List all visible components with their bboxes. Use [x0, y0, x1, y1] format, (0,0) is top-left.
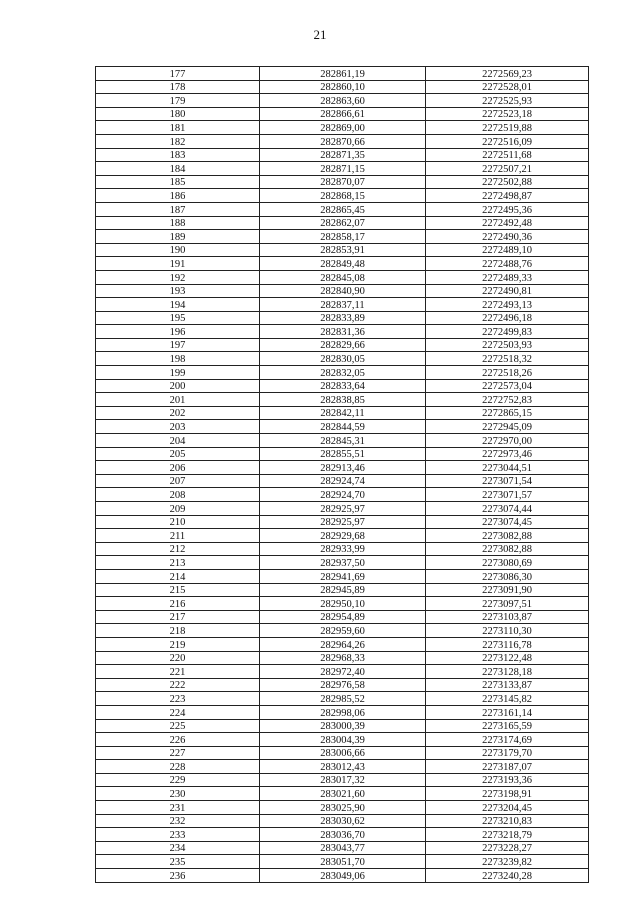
y-coordinate-cell: 2273228,27: [426, 841, 589, 855]
point-number-cell: 218: [96, 624, 260, 638]
table-row: [96, 610, 589, 624]
x-coordinate-cell: 282840,90: [260, 284, 426, 298]
x-coordinate-cell: 282842,11: [260, 406, 426, 420]
y-coordinate-cell: 2273074,45: [426, 515, 589, 529]
table-row: [96, 121, 589, 135]
y-coordinate-cell: 2273187,07: [426, 760, 589, 774]
point-number-cell: 181: [96, 121, 260, 135]
table-row: [96, 393, 589, 407]
x-coordinate-cell: 282845,31: [260, 434, 426, 448]
y-coordinate-cell: 2273074,44: [426, 502, 589, 516]
table-row: [96, 773, 589, 787]
point-number-cell: 195: [96, 311, 260, 325]
table-row: [96, 556, 589, 570]
table-row: [96, 216, 589, 230]
point-number-cell: 210: [96, 515, 260, 529]
point-number-cell: 204: [96, 434, 260, 448]
point-number-cell: 208: [96, 488, 260, 502]
x-coordinate-cell: 282985,52: [260, 692, 426, 706]
y-coordinate-cell: 2272496,18: [426, 311, 589, 325]
table-row: [96, 705, 589, 719]
table-row: [96, 651, 589, 665]
table-row: [96, 787, 589, 801]
table-row: [96, 352, 589, 366]
table-row: [96, 502, 589, 516]
x-coordinate-cell: 282976,58: [260, 678, 426, 692]
y-coordinate-cell: 2272525,93: [426, 94, 589, 108]
table-row: [96, 284, 589, 298]
coordinates-table: [95, 66, 589, 883]
table-row: [96, 597, 589, 611]
x-coordinate-cell: 282924,70: [260, 488, 426, 502]
y-coordinate-cell: 2272498,87: [426, 189, 589, 203]
y-coordinate-cell: 2272488,76: [426, 257, 589, 271]
y-coordinate-cell: 2273145,82: [426, 692, 589, 706]
y-coordinate-cell: 2273110,30: [426, 624, 589, 638]
table-row: [96, 515, 589, 529]
x-coordinate-cell: 282861,19: [260, 67, 426, 81]
x-coordinate-cell: 282924,74: [260, 474, 426, 488]
x-coordinate-cell: 282849,48: [260, 257, 426, 271]
point-number-cell: 225: [96, 719, 260, 733]
table-row: [96, 746, 589, 760]
point-number-cell: 184: [96, 162, 260, 176]
point-number-cell: 212: [96, 542, 260, 556]
x-coordinate-cell: 282831,36: [260, 325, 426, 339]
y-coordinate-cell: 2272973,46: [426, 447, 589, 461]
table-row: [96, 461, 589, 475]
y-coordinate-cell: 2273239,82: [426, 855, 589, 869]
table-row: [96, 801, 589, 815]
page-number: 21: [313, 27, 327, 42]
point-number-cell: 179: [96, 94, 260, 108]
table-row: [96, 719, 589, 733]
x-coordinate-cell: 282870,07: [260, 175, 426, 189]
point-number-cell: 178: [96, 80, 260, 94]
table-row: [96, 760, 589, 774]
x-coordinate-cell: 282937,50: [260, 556, 426, 570]
x-coordinate-cell: 282954,89: [260, 610, 426, 624]
table-row: [96, 67, 589, 81]
point-number-cell: 224: [96, 705, 260, 719]
x-coordinate-cell: 282871,15: [260, 162, 426, 176]
table-row: [96, 80, 589, 94]
x-coordinate-cell: 282998,06: [260, 705, 426, 719]
x-coordinate-cell: 283012,43: [260, 760, 426, 774]
x-coordinate-cell: 282870,66: [260, 134, 426, 148]
table-row: [96, 107, 589, 121]
y-coordinate-cell: 2272518,32: [426, 352, 589, 366]
table-row: [96, 665, 589, 679]
point-number-cell: 199: [96, 366, 260, 380]
point-number-cell: 229: [96, 773, 260, 787]
point-number-cell: 228: [96, 760, 260, 774]
y-coordinate-cell: 2272573,04: [426, 379, 589, 393]
y-coordinate-cell: 2273165,59: [426, 719, 589, 733]
point-number-cell: 231: [96, 801, 260, 815]
x-coordinate-cell: 283021,60: [260, 787, 426, 801]
y-coordinate-cell: 2273082,88: [426, 542, 589, 556]
x-coordinate-cell: 283025,90: [260, 801, 426, 815]
y-coordinate-cell: 2272492,48: [426, 216, 589, 230]
y-coordinate-cell: 2273091,90: [426, 583, 589, 597]
y-coordinate-cell: 2272489,33: [426, 270, 589, 284]
point-number-cell: 236: [96, 869, 260, 883]
point-number-cell: 182: [96, 134, 260, 148]
point-number-cell: 222: [96, 678, 260, 692]
x-coordinate-cell: 282838,85: [260, 393, 426, 407]
x-coordinate-cell: 282869,00: [260, 121, 426, 135]
table-row: [96, 311, 589, 325]
y-coordinate-cell: 2273161,14: [426, 705, 589, 719]
point-number-cell: 194: [96, 298, 260, 312]
table-row: [96, 474, 589, 488]
table-row: [96, 270, 589, 284]
y-coordinate-cell: 2273044,51: [426, 461, 589, 475]
table-row: [96, 828, 589, 842]
y-coordinate-cell: 2273179,70: [426, 746, 589, 760]
x-coordinate-cell: 282929,68: [260, 529, 426, 543]
x-coordinate-cell: 282913,46: [260, 461, 426, 475]
x-coordinate-cell: 282829,66: [260, 338, 426, 352]
point-number-cell: 197: [96, 338, 260, 352]
table-row: [96, 175, 589, 189]
point-number-cell: 235: [96, 855, 260, 869]
point-number-cell: 183: [96, 148, 260, 162]
y-coordinate-cell: 2272503,93: [426, 338, 589, 352]
y-coordinate-cell: 2273128,18: [426, 665, 589, 679]
table-row: [96, 841, 589, 855]
table-row: [96, 529, 589, 543]
y-coordinate-cell: 2272490,36: [426, 230, 589, 244]
point-number-cell: 213: [96, 556, 260, 570]
x-coordinate-cell: 282860,10: [260, 80, 426, 94]
point-number-cell: 188: [96, 216, 260, 230]
x-coordinate-cell: 283030,62: [260, 814, 426, 828]
x-coordinate-cell: 282865,45: [260, 202, 426, 216]
y-coordinate-cell: 2273204,45: [426, 801, 589, 815]
table-row: [96, 134, 589, 148]
x-coordinate-cell: 282853,91: [260, 243, 426, 257]
y-coordinate-cell: 2273193,36: [426, 773, 589, 787]
point-number-cell: 220: [96, 651, 260, 665]
y-coordinate-cell: 2272945,09: [426, 420, 589, 434]
y-coordinate-cell: 2273122,48: [426, 651, 589, 665]
x-coordinate-cell: 282858,17: [260, 230, 426, 244]
table-row: [96, 202, 589, 216]
point-number-cell: 219: [96, 637, 260, 651]
coordinates-table-body: [96, 67, 589, 883]
point-number-cell: 207: [96, 474, 260, 488]
y-coordinate-cell: 2273082,88: [426, 529, 589, 543]
point-number-cell: 216: [96, 597, 260, 611]
table-row: [96, 366, 589, 380]
x-coordinate-cell: 282866,61: [260, 107, 426, 121]
y-coordinate-cell: 2273240,28: [426, 869, 589, 883]
table-row: [96, 488, 589, 502]
x-coordinate-cell: 282959,60: [260, 624, 426, 638]
y-coordinate-cell: 2272516,09: [426, 134, 589, 148]
y-coordinate-cell: 2272489,10: [426, 243, 589, 257]
y-coordinate-cell: 2273097,51: [426, 597, 589, 611]
table-row: [96, 637, 589, 651]
point-number-cell: 217: [96, 610, 260, 624]
table-row: [96, 162, 589, 176]
table-row: [96, 298, 589, 312]
y-coordinate-cell: 2273086,30: [426, 569, 589, 583]
point-number-cell: 233: [96, 828, 260, 842]
y-coordinate-cell: 2273218,79: [426, 828, 589, 842]
y-coordinate-cell: 2272528,01: [426, 80, 589, 94]
y-coordinate-cell: 2272519,88: [426, 121, 589, 135]
x-coordinate-cell: 283051,70: [260, 855, 426, 869]
table-row: [96, 855, 589, 869]
x-coordinate-cell: 283043,77: [260, 841, 426, 855]
x-coordinate-cell: 282945,89: [260, 583, 426, 597]
point-number-cell: 206: [96, 461, 260, 475]
x-coordinate-cell: 282933,99: [260, 542, 426, 556]
point-number-cell: 203: [96, 420, 260, 434]
x-coordinate-cell: 282845,08: [260, 270, 426, 284]
point-number-cell: 201: [96, 393, 260, 407]
x-coordinate-cell: 282855,51: [260, 447, 426, 461]
table-row: [96, 148, 589, 162]
table-row: [96, 434, 589, 448]
x-coordinate-cell: 282941,69: [260, 569, 426, 583]
point-number-cell: 190: [96, 243, 260, 257]
x-coordinate-cell: 282833,64: [260, 379, 426, 393]
y-coordinate-cell: 2273080,69: [426, 556, 589, 570]
table-row: [96, 243, 589, 257]
point-number-cell: 214: [96, 569, 260, 583]
point-number-cell: 177: [96, 67, 260, 81]
table-row: [96, 583, 589, 597]
x-coordinate-cell: 283004,39: [260, 733, 426, 747]
x-coordinate-cell: 282964,26: [260, 637, 426, 651]
point-number-cell: 191: [96, 257, 260, 271]
table-row: [96, 447, 589, 461]
table-row: [96, 678, 589, 692]
y-coordinate-cell: 2272518,26: [426, 366, 589, 380]
y-coordinate-cell: 2272502,88: [426, 175, 589, 189]
x-coordinate-cell: 282950,10: [260, 597, 426, 611]
y-coordinate-cell: 2272499,83: [426, 325, 589, 339]
y-coordinate-cell: 2272752,83: [426, 393, 589, 407]
table-row: [96, 338, 589, 352]
x-coordinate-cell: 283000,39: [260, 719, 426, 733]
y-coordinate-cell: 2272507,21: [426, 162, 589, 176]
point-number-cell: 205: [96, 447, 260, 461]
y-coordinate-cell: 2272865,15: [426, 406, 589, 420]
table-row: [96, 692, 589, 706]
table-row: [96, 624, 589, 638]
y-coordinate-cell: 2272490,81: [426, 284, 589, 298]
y-coordinate-cell: 2273174,69: [426, 733, 589, 747]
x-coordinate-cell: 282844,59: [260, 420, 426, 434]
y-coordinate-cell: 2273198,91: [426, 787, 589, 801]
x-coordinate-cell: 282832,05: [260, 366, 426, 380]
x-coordinate-cell: 282972,40: [260, 665, 426, 679]
x-coordinate-cell: 282862,07: [260, 216, 426, 230]
y-coordinate-cell: 2272523,18: [426, 107, 589, 121]
point-number-cell: 193: [96, 284, 260, 298]
x-coordinate-cell: 282925,97: [260, 502, 426, 516]
table-row: [96, 189, 589, 203]
table-row: [96, 733, 589, 747]
table-row: [96, 814, 589, 828]
x-coordinate-cell: 282837,11: [260, 298, 426, 312]
point-number-cell: 232: [96, 814, 260, 828]
x-coordinate-cell: 283006,66: [260, 746, 426, 760]
y-coordinate-cell: 2272970,00: [426, 434, 589, 448]
y-coordinate-cell: 2273133,87: [426, 678, 589, 692]
point-number-cell: 234: [96, 841, 260, 855]
y-coordinate-cell: 2272495,36: [426, 202, 589, 216]
point-number-cell: 196: [96, 325, 260, 339]
y-coordinate-cell: 2272569,23: [426, 67, 589, 81]
x-coordinate-cell: 282868,15: [260, 189, 426, 203]
point-number-cell: 186: [96, 189, 260, 203]
point-number-cell: 192: [96, 270, 260, 284]
point-number-cell: 202: [96, 406, 260, 420]
y-coordinate-cell: 2273210,83: [426, 814, 589, 828]
x-coordinate-cell: 282968,33: [260, 651, 426, 665]
table-row: [96, 230, 589, 244]
table-row: [96, 869, 589, 883]
y-coordinate-cell: 2273071,57: [426, 488, 589, 502]
point-number-cell: 198: [96, 352, 260, 366]
point-number-cell: 226: [96, 733, 260, 747]
x-coordinate-cell: 283017,32: [260, 773, 426, 787]
table-row: [96, 379, 589, 393]
x-coordinate-cell: 282925,97: [260, 515, 426, 529]
point-number-cell: 215: [96, 583, 260, 597]
y-coordinate-cell: 2273116,78: [426, 637, 589, 651]
point-number-cell: 227: [96, 746, 260, 760]
table-row: [96, 542, 589, 556]
point-number-cell: 209: [96, 502, 260, 516]
table-row: [96, 94, 589, 108]
point-number-cell: 185: [96, 175, 260, 189]
point-number-cell: 200: [96, 379, 260, 393]
point-number-cell: 189: [96, 230, 260, 244]
point-number-cell: 187: [96, 202, 260, 216]
x-coordinate-cell: 283049,06: [260, 869, 426, 883]
y-coordinate-cell: 2273103,87: [426, 610, 589, 624]
y-coordinate-cell: 2273071,54: [426, 474, 589, 488]
point-number-cell: 221: [96, 665, 260, 679]
y-coordinate-cell: 2272511,68: [426, 148, 589, 162]
point-number-cell: 223: [96, 692, 260, 706]
table-row: [96, 325, 589, 339]
x-coordinate-cell: 282833,89: [260, 311, 426, 325]
table-row: [96, 569, 589, 583]
table-row: [96, 420, 589, 434]
point-number-cell: 211: [96, 529, 260, 543]
x-coordinate-cell: 282871,35: [260, 148, 426, 162]
x-coordinate-cell: 283036,70: [260, 828, 426, 842]
x-coordinate-cell: 282863,60: [260, 94, 426, 108]
point-number-cell: 180: [96, 107, 260, 121]
point-number-cell: 230: [96, 787, 260, 801]
y-coordinate-cell: 2272493,13: [426, 298, 589, 312]
x-coordinate-cell: 282830,05: [260, 352, 426, 366]
table-row: [96, 406, 589, 420]
table-row: [96, 257, 589, 271]
